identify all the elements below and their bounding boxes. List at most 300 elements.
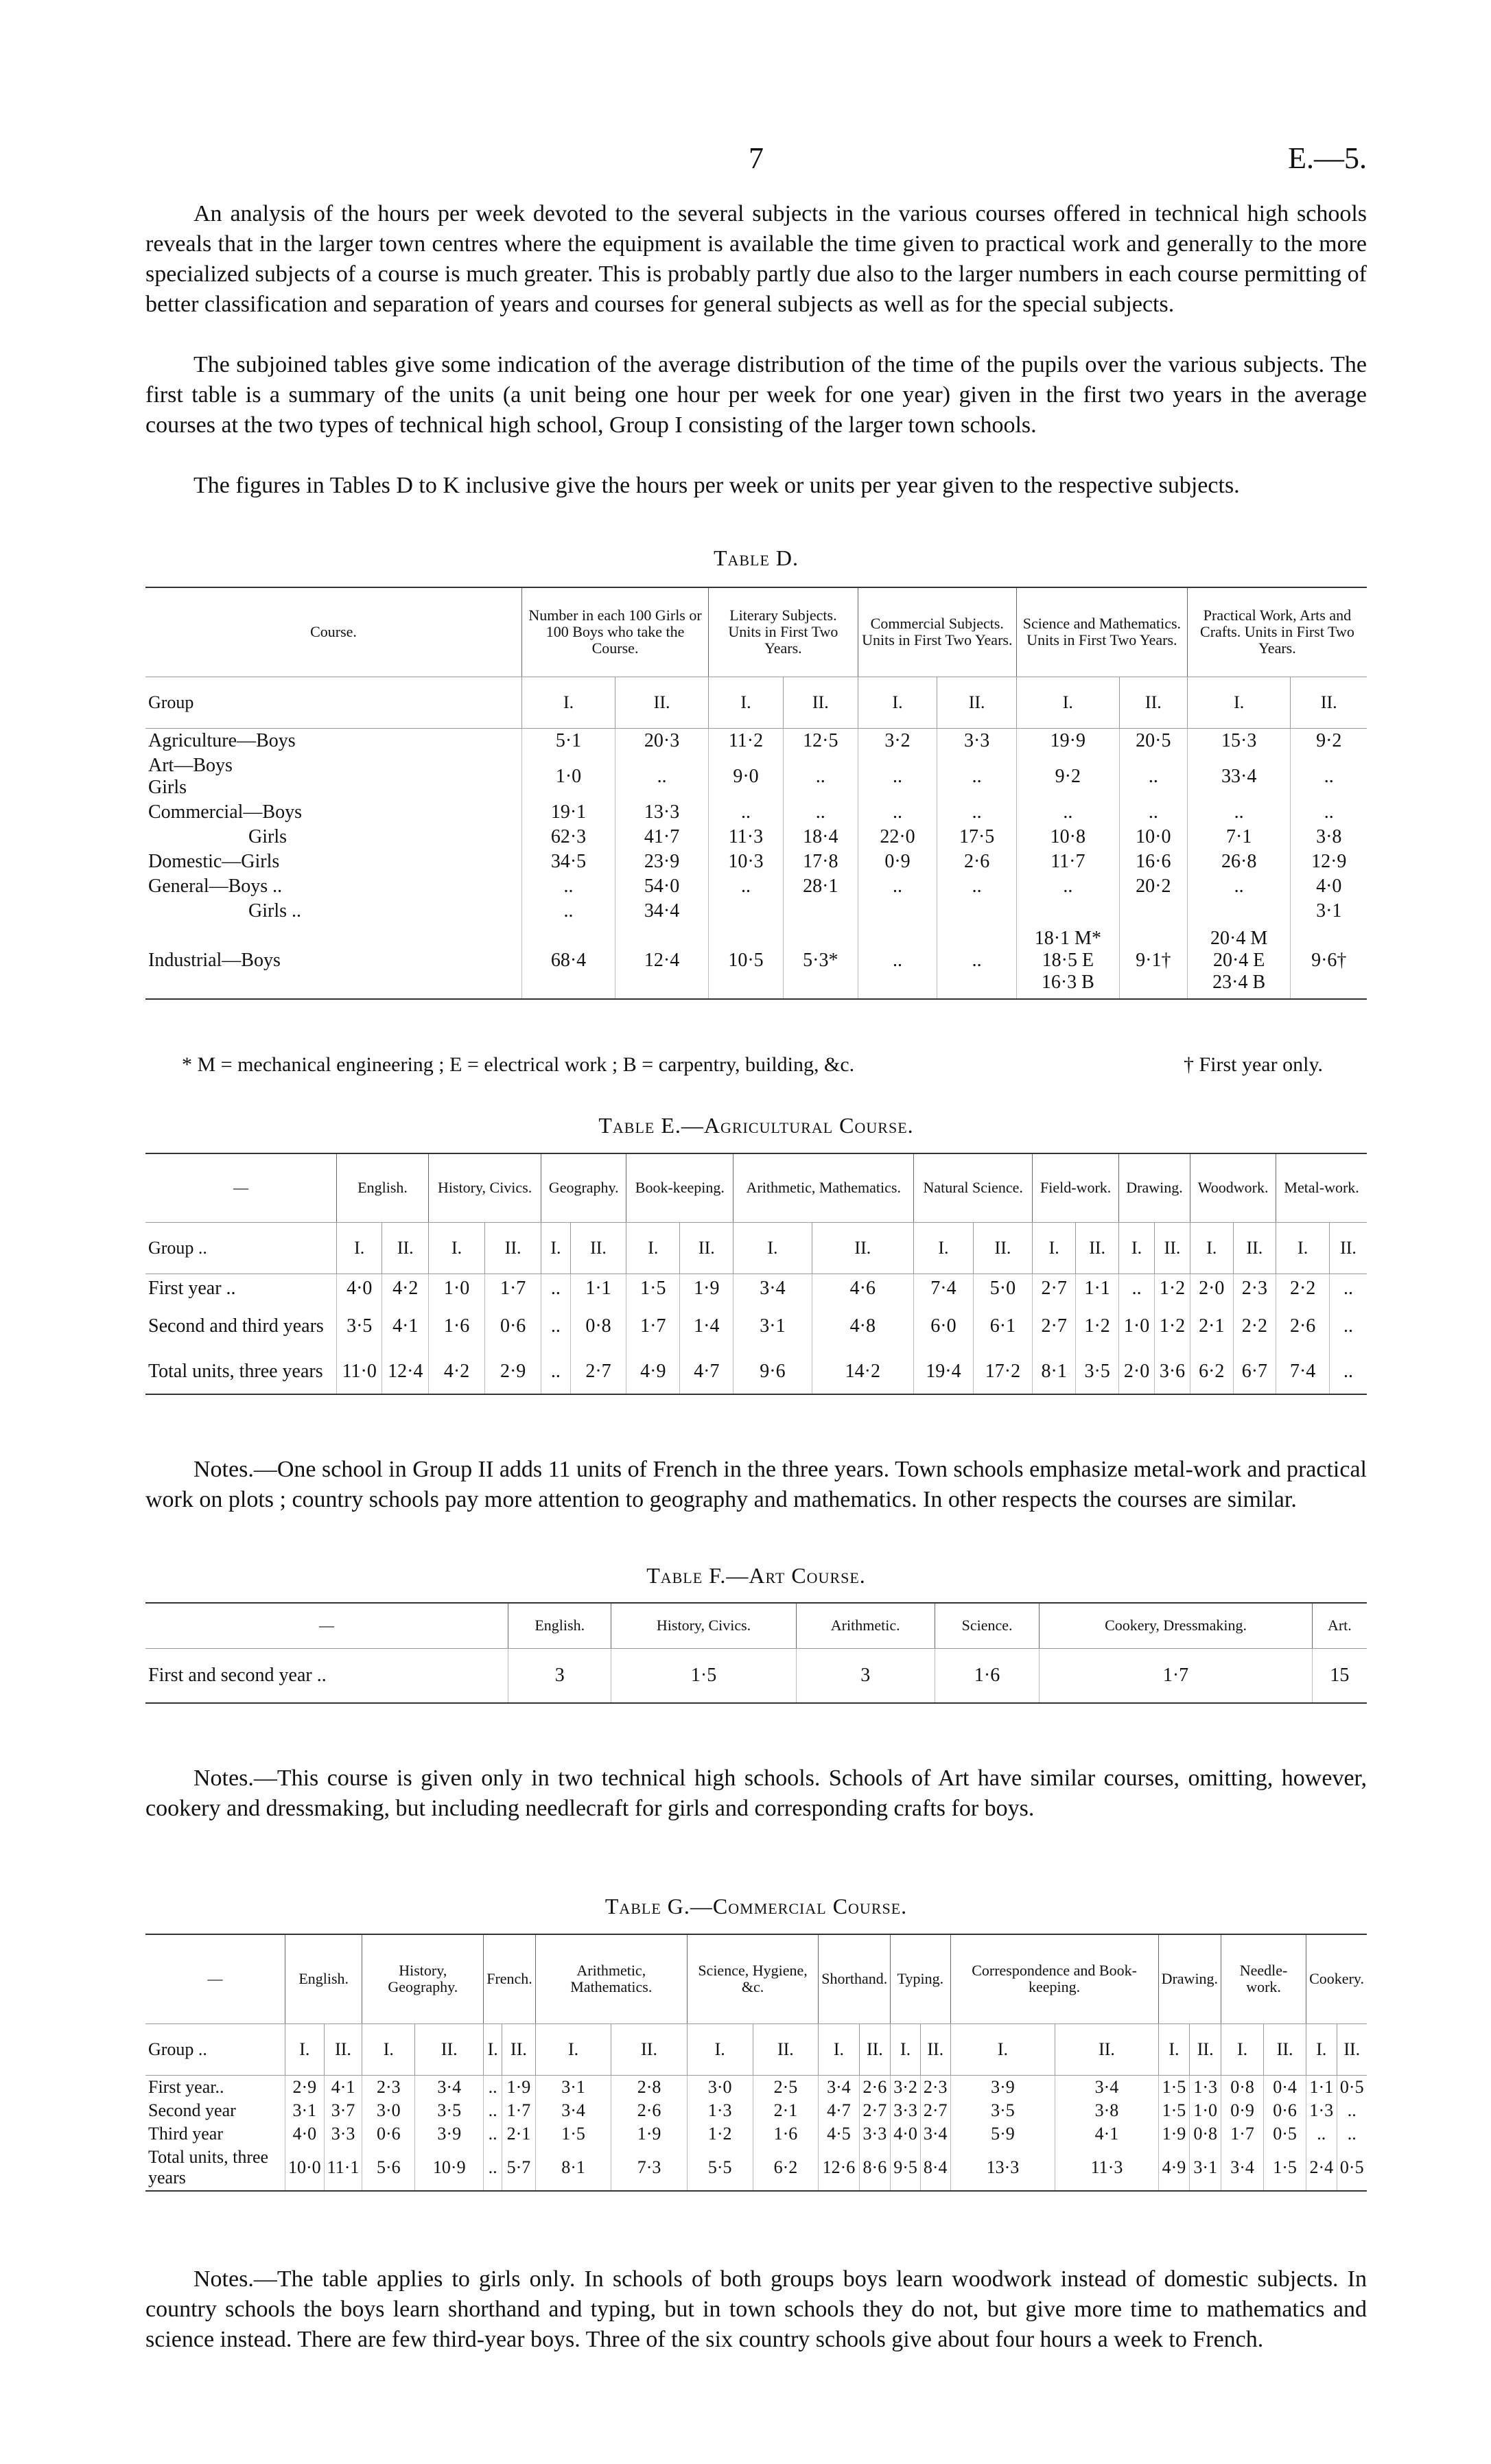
table-row — [145, 2146, 1367, 2191]
table-cell: .. — [858, 800, 937, 825]
table-cell: 0·6 — [1264, 2099, 1306, 2122]
table-cell: 4·2 — [382, 1274, 429, 1304]
group-cell: I. — [522, 677, 615, 728]
table-cell: 0·6 — [362, 2122, 415, 2146]
table-d-footnote: * M = mechanical engineering ; E = electrical work ; B = carpentry, building, &c. — [182, 1053, 855, 1076]
group-cell: I. — [1158, 2023, 1190, 2075]
table-cell: 10·8 — [1016, 825, 1119, 849]
group-label: Group .. — [145, 1222, 337, 1274]
table-cell: 1·2 — [1076, 1304, 1119, 1349]
group-cell: I. — [429, 1222, 485, 1274]
table-f-header: Arithmetic. — [796, 1603, 935, 1648]
table-cell: .. — [1337, 2099, 1367, 2122]
table-cell: 17·8 — [783, 849, 858, 874]
table-cell: 10·5 — [709, 924, 784, 999]
table-e-header: History, Civics. — [429, 1153, 541, 1222]
table-cell: 0·9 — [858, 849, 937, 874]
table-cell: 26·8 — [1187, 849, 1291, 874]
group-cell: II. — [1076, 1222, 1119, 1274]
table-cell: 11·7 — [1016, 849, 1119, 874]
table-cell: 2·2 — [1276, 1274, 1330, 1304]
table-cell: 5·7 — [502, 2146, 536, 2191]
table-cell: 9·0 — [709, 753, 784, 800]
table-g-notes: Notes.—The table applies to girls only. In schools of both groups boys learn woodwork instead of domestic subjects. In country schools the boys learn shorthand and typing, but in town schools they do not, but give more time to mathematics and science instead. There are few third-year boys. Three of the six country schools give about four hours a week to French. — [145, 2266, 1367, 2352]
table-cell: 17·2 — [973, 1349, 1033, 1394]
table-cell: 2·7 — [570, 1349, 626, 1394]
table-cell: 2·6 — [1276, 1304, 1330, 1349]
table-g-header: Science, Hygiene, &c. — [687, 1934, 818, 2023]
table-cell: .. — [541, 1349, 571, 1394]
table-row — [145, 1349, 1367, 1394]
table-row — [145, 2075, 1367, 2099]
table-cell: 20·4 M 20·4 E 23·4 B — [1187, 924, 1291, 999]
group-cell: II. — [1291, 677, 1367, 728]
row-label: Second and third years — [148, 1315, 324, 1337]
table-cell: 6·0 — [914, 1304, 974, 1349]
table-cell: 4·9 — [1158, 2146, 1190, 2191]
group-cell: II. — [812, 1222, 914, 1274]
table-f-header: — — [145, 1603, 508, 1648]
table-f-notes: Notes.—This course is given only in two technical high schools. Schools of Art have similar courses, omitting, however, cookery and dressmaking, but including needlecraft for girls and corresponding crafts for boys. — [145, 1765, 1367, 1821]
table-row — [145, 825, 1367, 849]
table-row — [145, 2099, 1367, 2122]
table-cell: 15·3 — [1187, 728, 1291, 753]
table-e-notes: Notes.—One school in Group II adds 11 units of French in the three years. Town schools emphasize metal-work and practical work on plots ; country schools pay more attention to geography and mathematics. In other respects the courses are similar. — [145, 1457, 1367, 1512]
row-label: Second year — [148, 2100, 236, 2120]
table-cell: .. — [1337, 2122, 1367, 2146]
table-cell: 1·4 — [680, 1304, 733, 1349]
table-cell: .. — [541, 1304, 571, 1349]
table-cell — [1187, 899, 1291, 924]
table-f-title: Table F.—Art Course. — [646, 1563, 866, 1588]
group-cell: I. — [1033, 1222, 1076, 1274]
table-e-header: Metal-work. — [1276, 1153, 1367, 1222]
group-cell: II. — [1233, 1222, 1276, 1274]
table-cell: 1·1 — [1306, 2075, 1337, 2099]
table-cell: 3·5 — [337, 1304, 382, 1349]
table-g-title: Table G.—Commercial Course. — [604, 1894, 908, 1919]
group-cell: II. — [485, 1222, 541, 1274]
table-cell — [858, 899, 937, 924]
table-cell: 1·7 — [485, 1274, 541, 1304]
table-cell: 4·0 — [285, 2122, 325, 2146]
table-cell: 1·2 — [1155, 1274, 1190, 1304]
group-cell: I. — [1221, 2023, 1264, 2075]
table-f-header: Art. — [1312, 1603, 1367, 1648]
group-cell: I. — [626, 1222, 680, 1274]
table-cell — [1016, 899, 1119, 924]
table-row — [145, 849, 1367, 874]
table-cell: 1·1 — [1076, 1274, 1119, 1304]
table-g-header: Arithmetic, Mathematics. — [535, 1934, 687, 2023]
table-cell: 12·5 — [783, 728, 858, 753]
table-cell: 1·6 — [935, 1648, 1040, 1703]
table-cell: .. — [1330, 1349, 1367, 1394]
table-cell: 1·5 — [1158, 2099, 1190, 2122]
table-cell: 5·5 — [687, 2146, 753, 2191]
table-row — [145, 1274, 1367, 1304]
table-cell: 2·3 — [362, 2075, 415, 2099]
group-cell: I. — [733, 1222, 812, 1274]
table-g-body — [145, 2075, 1367, 2191]
table-cell: 9·1† — [1119, 924, 1187, 999]
table-cell: 1·5 — [1158, 2075, 1190, 2099]
row-label: Girls — [248, 825, 287, 847]
table-cell: 68·4 — [522, 924, 615, 999]
group-cell: II. — [324, 2023, 362, 2075]
table-cell: 8·4 — [920, 2146, 950, 2191]
table-cell: 1·6 — [429, 1304, 485, 1349]
table-cell: 9·6 — [733, 1349, 812, 1394]
table-cell: 5·6 — [362, 2146, 415, 2191]
table-cell: 2·7 — [920, 2099, 950, 2122]
group-cell: I. — [337, 1222, 382, 1274]
group-cell: I. — [362, 2023, 415, 2075]
table-cell: 1·0 — [1119, 1304, 1155, 1349]
table-cell: 7·4 — [914, 1274, 974, 1304]
table-cell: 2·7 — [1033, 1304, 1076, 1349]
table-cell: 14·2 — [812, 1349, 914, 1394]
table-cell: .. — [484, 2122, 502, 2146]
table-f-header: Cookery, Dressmaking. — [1040, 1603, 1312, 1648]
table-d-header: Course. — [145, 587, 522, 677]
group-cell: II. — [502, 2023, 536, 2075]
document-reference: E.—5. — [1288, 141, 1367, 175]
table-cell: 3·1 — [535, 2075, 611, 2099]
table-cell: 10·3 — [709, 849, 784, 874]
table-cell: 3·6 — [1155, 1349, 1190, 1394]
row-label: Third year — [148, 2123, 224, 2144]
table-cell: 4·1 — [1055, 2122, 1158, 2146]
row-label: Girls .. — [248, 900, 301, 922]
table-cell: 3·7 — [324, 2099, 362, 2122]
group-cell: II. — [1190, 2023, 1221, 2075]
table-cell: 1·5 — [611, 1648, 796, 1703]
table-cell: .. — [1016, 874, 1119, 899]
table-cell: 0·4 — [1264, 2075, 1306, 2099]
group-cell: II. — [680, 1222, 733, 1274]
table-cell: 1·5 — [626, 1274, 680, 1304]
table-cell — [709, 899, 784, 924]
group-cell: II. — [415, 2023, 484, 2075]
table-cell: 1·6 — [753, 2122, 819, 2146]
group-cell: II. — [1337, 2023, 1367, 2075]
table-cell: 9·2 — [1016, 753, 1119, 800]
table-cell: .. — [484, 2146, 502, 2191]
table-cell: 11·3 — [709, 825, 784, 849]
table-cell: 0·5 — [1264, 2122, 1306, 2146]
table-g-header: English. — [285, 1934, 362, 2023]
table-e-header: — — [145, 1153, 337, 1222]
table-cell: 5·0 — [973, 1274, 1033, 1304]
table-e-header: Woodwork. — [1190, 1153, 1276, 1222]
table-cell: 62·3 — [522, 825, 615, 849]
table-cell: 0·9 — [1221, 2099, 1264, 2122]
table-cell: 5·3* — [783, 924, 858, 999]
table-cell: 3·3 — [859, 2122, 891, 2146]
table-cell: 3·1 — [285, 2099, 325, 2122]
table-d-header: Literary Subjects. Units in First Two Years. — [709, 587, 858, 677]
table-cell: .. — [522, 874, 615, 899]
table-cell: 3·0 — [362, 2099, 415, 2122]
table-cell: 10·0 — [285, 2146, 325, 2191]
table-cell: .. — [937, 924, 1017, 999]
table-cell: 20·3 — [615, 728, 709, 753]
table-cell: 2·0 — [1119, 1349, 1155, 1394]
table-cell: 23·9 — [615, 849, 709, 874]
table-cell: 7·3 — [611, 2146, 688, 2191]
row-label: General—Boys .. — [148, 875, 283, 897]
table-cell: .. — [1187, 874, 1291, 899]
table-e-header: Field-work. — [1033, 1153, 1119, 1222]
table-cell: 0·5 — [1337, 2146, 1367, 2191]
table-cell: 3·4 — [1055, 2075, 1158, 2099]
row-label: Commercial—Boys — [148, 801, 302, 823]
table-cell: 2·0 — [1190, 1274, 1233, 1304]
table-cell: 2·5 — [753, 2075, 819, 2099]
table-cell: .. — [1119, 800, 1187, 825]
table-cell: 34·4 — [615, 899, 709, 924]
table-e-group-row — [145, 1222, 1367, 1274]
table-cell: 2·6 — [937, 849, 1017, 874]
table-d-header: Practical Work, Arts and Crafts. Units in First Two Years. — [1187, 587, 1367, 677]
table-cell: 4·0 — [891, 2122, 921, 2146]
table-cell: 33·4 — [1187, 753, 1291, 800]
table-cell: .. — [858, 753, 937, 800]
table-cell: 3·5 — [950, 2099, 1055, 2122]
group-cell: I. — [891, 2023, 921, 2075]
table-g-group-row — [145, 2023, 1367, 2075]
table-cell: 4·5 — [819, 2122, 859, 2146]
table-cell: 9·5 — [891, 2146, 921, 2191]
table-cell: 3·5 — [1076, 1349, 1119, 1394]
table-cell: 1·9 — [502, 2075, 536, 2099]
table-cell: 2·1 — [502, 2122, 536, 2146]
table-cell: 1·5 — [535, 2122, 611, 2146]
table-cell: 4·1 — [382, 1304, 429, 1349]
table-cell: 18·1 M* 18·5 E 16·3 B — [1016, 924, 1119, 999]
table-cell: 4·6 — [812, 1274, 914, 1304]
table-cell: 3·4 — [819, 2075, 859, 2099]
table-cell: 3·4 — [535, 2099, 611, 2122]
table-cell: .. — [1119, 753, 1187, 800]
table-cell: 1·3 — [1306, 2099, 1337, 2122]
table-cell: 5·9 — [950, 2122, 1055, 2146]
table-e-title: Table E.—Agricultural Course. — [598, 1113, 914, 1138]
table-cell: 0·8 — [570, 1304, 626, 1349]
table-cell: 4·8 — [812, 1304, 914, 1349]
table-g-header: History, Geography. — [362, 1934, 484, 2023]
table-cell: 20·5 — [1119, 728, 1187, 753]
table-cell: .. — [709, 800, 784, 825]
table-cell: 2·4 — [1306, 2146, 1337, 2191]
group-cell: I. — [484, 2023, 502, 2075]
paragraph-3: The figures in Tables D to K inclusive give the hours per week or units per year given to the respective subjects. — [193, 473, 1240, 498]
table-cell: 2·1 — [1190, 1304, 1233, 1349]
table-cell: 13·3 — [615, 800, 709, 825]
table-cell: .. — [1291, 753, 1367, 800]
table-cell: 11·1 — [324, 2146, 362, 2191]
table-row — [145, 1304, 1367, 1349]
table-cell: 4·0 — [337, 1274, 382, 1304]
table-cell: 2·7 — [859, 2099, 891, 2122]
table-cell: 0·6 — [485, 1304, 541, 1349]
table-cell: 1·2 — [687, 2122, 753, 2146]
table-row — [145, 2122, 1367, 2146]
table-d-header: Science and Mathematics. Units in First Two Years. — [1016, 587, 1187, 677]
group-cell: II. — [1330, 1222, 1367, 1274]
table-f-header: Science. — [935, 1603, 1040, 1648]
table-cell: 2·9 — [485, 1349, 541, 1394]
group-cell: I. — [914, 1222, 974, 1274]
group-cell: II. — [570, 1222, 626, 1274]
table-cell: .. — [937, 753, 1017, 800]
group-cell: I. — [819, 2023, 859, 2075]
table-cell: 12·6 — [819, 2146, 859, 2191]
table-cell: 2·6 — [611, 2099, 688, 2122]
table-cell: .. — [615, 753, 709, 800]
table-cell: 1·9 — [680, 1274, 733, 1304]
table-cell: 13·3 — [950, 2146, 1055, 2191]
table-cell: 4·0 — [1291, 874, 1367, 899]
group-cell: II. — [937, 677, 1017, 728]
page-number: 7 — [749, 141, 764, 175]
table-cell: 5·1 — [522, 728, 615, 753]
group-cell: II. — [783, 677, 858, 728]
table-cell: 4·1 — [324, 2075, 362, 2099]
table-cell: 3·0 — [687, 2075, 753, 2099]
group-cell: I. — [1190, 1222, 1233, 1274]
table-cell: .. — [1330, 1274, 1367, 1304]
table-f-body — [145, 1648, 1367, 1703]
table-cell: .. — [709, 874, 784, 899]
table-d-header: Number in each 100 Girls or 100 Boys who take the Course. — [522, 587, 709, 677]
table-cell: 9·6† — [1291, 924, 1367, 999]
table-f-header-row — [145, 1603, 1367, 1648]
table-cell: .. — [937, 874, 1017, 899]
table-cell: 8·1 — [1033, 1349, 1076, 1394]
table-e — [145, 1153, 1367, 1395]
table-g-header: Drawing. — [1158, 1934, 1221, 2023]
table-cell: .. — [937, 800, 1017, 825]
table-cell: 54·0 — [615, 874, 709, 899]
table-row — [145, 1648, 1367, 1703]
table-cell: .. — [783, 800, 858, 825]
table-g-header: Correspondence and Book-keeping. — [950, 1934, 1158, 2023]
table-cell: 3·5 — [415, 2099, 484, 2122]
table-row — [145, 924, 1367, 999]
table-cell: 4·2 — [429, 1349, 485, 1394]
table-cell: 10·0 — [1119, 825, 1187, 849]
table-cell: .. — [858, 874, 937, 899]
table-cell: 3 — [796, 1648, 935, 1703]
table-cell: 15 — [1312, 1648, 1367, 1703]
table-cell: 11·0 — [337, 1349, 382, 1394]
group-cell: I. — [535, 2023, 611, 2075]
table-cell: .. — [1119, 1274, 1155, 1304]
row-label: First and second year .. — [148, 1664, 327, 1686]
table-cell: 3·4 — [1221, 2146, 1264, 2191]
table-cell: 19·4 — [914, 1349, 974, 1394]
table-cell: 2·1 — [753, 2099, 819, 2122]
table-cell: 28·1 — [783, 874, 858, 899]
group-cell: I. — [950, 2023, 1055, 2075]
table-cell: 2·9 — [285, 2075, 325, 2099]
table-cell: 0·8 — [1190, 2122, 1221, 2146]
table-f-header: History, Civics. — [611, 1603, 796, 1648]
table-cell: .. — [484, 2075, 502, 2099]
table-e-header: English. — [337, 1153, 429, 1222]
table-cell: 4·9 — [626, 1349, 680, 1394]
table-cell: 3·1 — [1291, 899, 1367, 924]
table-cell: 1·3 — [687, 2099, 753, 2122]
table-e-header: Drawing. — [1119, 1153, 1190, 1222]
table-cell: .. — [1016, 800, 1119, 825]
table-g — [145, 1934, 1367, 2192]
table-cell: 1·7 — [1040, 1648, 1312, 1703]
table-cell: 3·3 — [324, 2122, 362, 2146]
row-label: Total units, three years — [148, 1360, 323, 1382]
table-cell: 34·5 — [522, 849, 615, 874]
table-cell: 3·2 — [858, 728, 937, 753]
table-e-header: Arithmetic, Mathematics. — [733, 1153, 914, 1222]
table-g-header: — — [145, 1934, 285, 2023]
group-cell: II. — [753, 2023, 819, 2075]
table-f-header: English. — [508, 1603, 611, 1648]
table-cell: 1·7 — [1221, 2122, 1264, 2146]
table-cell: .. — [1291, 800, 1367, 825]
row-label: Art—Boys Girls — [148, 754, 233, 798]
table-cell: 3·3 — [891, 2099, 921, 2122]
table-cell: 8·6 — [859, 2146, 891, 2191]
table-g-header: Cookery. — [1306, 1934, 1367, 2023]
table-cell: .. — [1187, 800, 1291, 825]
table-cell: 12·4 — [382, 1349, 429, 1394]
table-d-header: Commercial Subjects. Units in First Two Years. — [858, 587, 1016, 677]
table-g-header: Typing. — [891, 1934, 950, 2023]
group-label: Group — [145, 677, 522, 728]
table-row — [145, 899, 1367, 924]
table-f — [145, 1602, 1367, 1704]
table-cell: .. — [1306, 2122, 1337, 2146]
table-cell: 1·5 — [1264, 2146, 1306, 2191]
table-g-header-row — [145, 1934, 1367, 2023]
table-cell: 7·1 — [1187, 825, 1291, 849]
group-cell: I. — [687, 2023, 753, 2075]
table-cell: .. — [783, 753, 858, 800]
table-cell: 9·2 — [1291, 728, 1367, 753]
table-cell: 18·4 — [783, 825, 858, 849]
table-cell: 12·9 — [1291, 849, 1367, 874]
table-cell: 3·1 — [733, 1304, 812, 1349]
table-row — [145, 874, 1367, 899]
table-cell: 11·2 — [709, 728, 784, 753]
group-label: Group .. — [145, 2023, 285, 2075]
row-label: First year .. — [148, 1278, 236, 1300]
table-g-header: Needle-work. — [1221, 1934, 1306, 2023]
table-cell: 4·7 — [819, 2099, 859, 2122]
group-cell: II. — [1264, 2023, 1306, 2075]
table-cell: 3·9 — [415, 2122, 484, 2146]
table-cell: 0·5 — [1337, 2075, 1367, 2099]
table-cell: 2·3 — [1233, 1274, 1276, 1304]
table-cell: .. — [541, 1274, 571, 1304]
paragraph-2: The subjoined tables give some indication of the average distribution of the time of the pupils over the various subjects. The first table is a summary of the units (a unit being one hour per week for one year) given in the first two years in the average courses at the two types of technical high school, Group I consisting of the larger town schools. — [145, 352, 1367, 438]
table-d — [145, 587, 1367, 1000]
table-cell: 3·8 — [1055, 2099, 1158, 2122]
row-label: Industrial—Boys — [148, 950, 281, 971]
table-cell: 3·1 — [1190, 2146, 1221, 2191]
